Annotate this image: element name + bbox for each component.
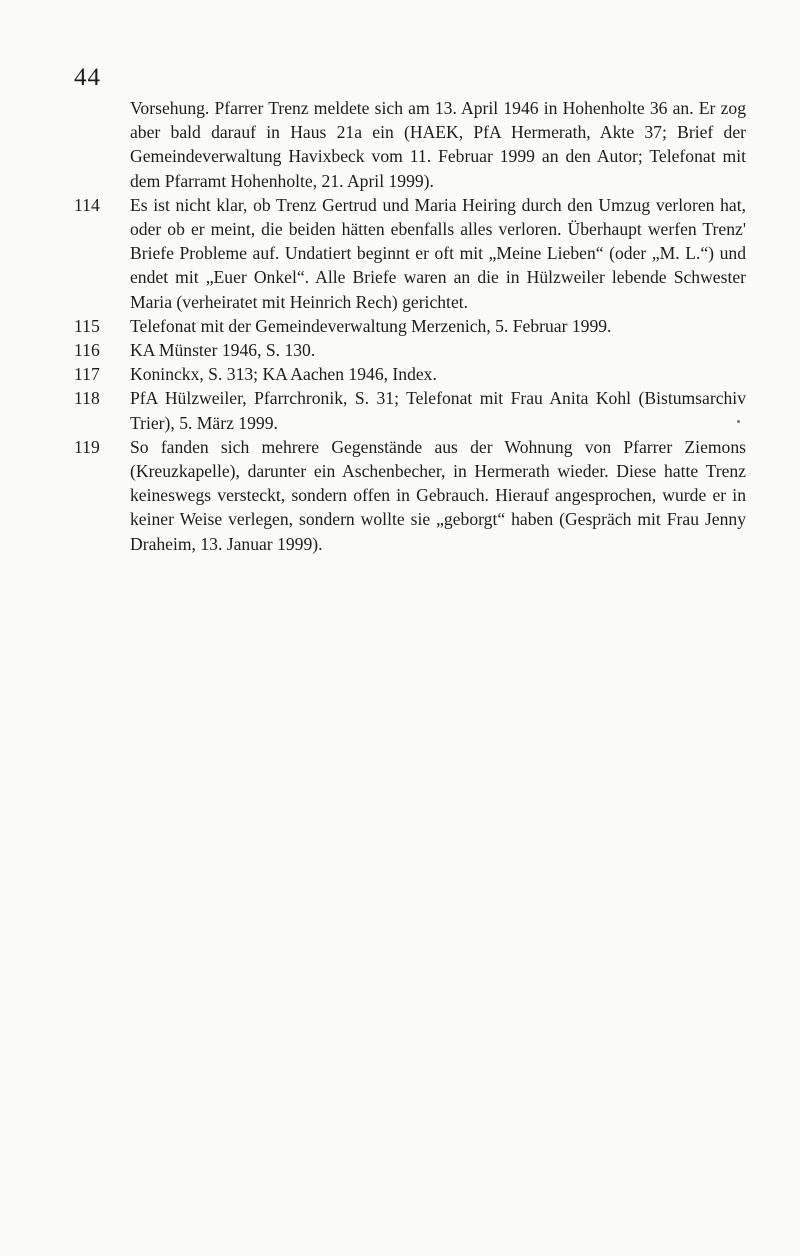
footnote-117: [74, 362, 746, 386]
footnote-text: Vorsehung. Pfarrer Trenz meldete sich am 13. April 1946 in Hohenholte 36 an. Er zog aber bald darauf in Haus 21a ein (HAEK, PfA Hermerath, Akte 37; Brief der Gemeindeverwaltung Havixbeck vom 11. Februar 1999 an den Autor; Telefonat mit dem Pfarramt Hohenholte, 21. April 1999).: [130, 98, 746, 191]
footnote-115: [74, 314, 746, 338]
footnote-text: Koninckx, S. 313; KA Aachen 1946, Index.: [130, 364, 437, 385]
footnote-text: Telefonat mit der Gemeindeverwaltung Merzenich, 5. Februar 1999.: [130, 315, 612, 336]
paper-speck: [737, 420, 740, 423]
footnote-text: So fanden sich mehrere Gegenstände aus der Wohnung von Pfarrer Ziemons (Kreuzkapelle), darunter ein Aschenbecher, in Hermerath wieder. Diese hatte Trenz keineswegs versteckt, sondern offen in Gebrauch. Hierauf angesprochen, wurde er in keiner Weise verlegen, sondern wollte sie „geborgt“ haben (Gespräch mit Frau Jenny Draheim, 13. Januar 1999).: [130, 436, 746, 554]
footnote-number: 119: [74, 436, 100, 457]
footnote-116: [74, 338, 746, 362]
footnote-number: 118: [74, 388, 100, 409]
page-number: 44: [74, 64, 101, 91]
footnote-number: 116: [74, 340, 100, 361]
footnote-number: 117: [74, 364, 100, 385]
footnote-number: [74, 96, 130, 193]
footnote-118: [74, 386, 746, 434]
footnote-continuation: [74, 96, 746, 193]
footnote-text: Es ist nicht klar, ob Trenz Gertrud und Maria Heiring durch den Umzug verloren hat, oder ob er meint, die beiden hätten ebenfalls alles verloren. Überhaupt werfen Trenz' Briefe Probleme auf. Undatiert beginnt er oft mit „Meine Lieben“ (oder „M. L.“) und endet mit „Euer Onkel“. Alle Briefe waren an die in Hülzweiler lebende Schwester Maria (verheiratet mit Heinrich Rech) gerichtet.: [130, 194, 746, 312]
footnote-119: [74, 435, 746, 556]
footnote-text: PfA Hülzweiler, Pfarrchronik, S. 31; Telefonat mit Frau Anita Kohl (Bistumsarchiv Trier), 5. März 1999.: [130, 388, 746, 433]
footnotes-list: [74, 96, 746, 556]
footnote-number: 115: [74, 315, 100, 336]
footnote-number: 114: [74, 194, 100, 215]
footnote-text: KA Münster 1946, S. 130.: [130, 340, 316, 361]
footnote-114: [74, 193, 746, 314]
